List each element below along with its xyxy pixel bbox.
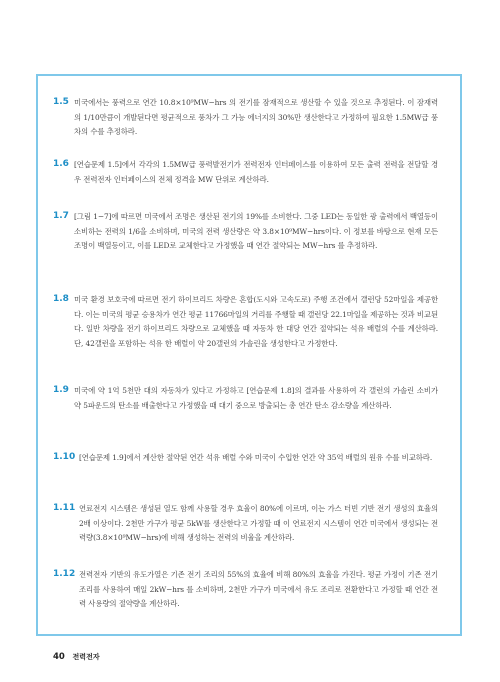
problem-text: 미국에 약 1억 5천만 대의 자동차가 있다고 가정하고 [연습문제 1.8]의 결과를 사용하여 각 갤런의 가솔린 소비가 약 5파운드의 탄소를 배출한다고 가정했을 때 대기 중으로 방출되는 총 연간 탄소 감소량을 계산하라. [74, 386, 438, 410]
problem-text: 미국에서는 풍력으로 연간 10.8×10⁹MW−hrs 의 전기를 잠재적으로 생산할 수 있을 것으로 추정된다. 이 잠재력의 1/10만큼이 개발된다면 평균적으로 풍차가 그 가능 에너지의 30%만 생산한다고 가정하여 필요한 1.5MW급 풍차의 수를 추정하라. [74, 98, 438, 137]
page-footer [53, 652, 100, 662]
problem-number: 1.8 [53, 294, 69, 304]
problem-text: 미국 환경 보호국에 따르면 전기 하이브리드 차량은 혼합(도시와 고속도로) 주행 조건에서 갤런당 52마일을 제공한다. 이는 미국의 평균 승용차가 연간 평균 11766마일의 거리를 주행할 때 갤런당 22.1마일을 제공하는 것과 비교된다. 일반 차량을 전기 하이브리드 차량으로 교체했을 때 자동차 한 대당 연간 절약되는 석유 배럴의 수를 계산하라. 단, 42갤런을 포함하는 석유 한 배럴이 약 20갤런의 가솔린을 생성한다고 가정한다. [74, 295, 438, 348]
problem-number: 1.5 [53, 97, 69, 107]
problem-number: 1.7 [53, 211, 69, 221]
problem-text: [연습문제 1.9]에서 계산한 절약된 연간 석유 배럴 수와 미국이 수입한 연간 약 35억 배럴의 원유 수를 비교하라. [79, 453, 433, 462]
problem-text: 연료전지 시스템은 생성된 열도 함께 사용할 경우 효율이 80%에 이르며, 이는 가스 터빈 기반 전기 생성의 효율의 2배 이상이다. 2천만 가구가 평균 5kW를 생산한다고 가정할 때 이 연료전지 시스템이 연간 미국에서 생성되는 전력량(3.8×10⁹MW−hrs)에 비해 생성하는 전력의 비율을 계산하라. [79, 504, 438, 543]
book-title: 전력전자 [72, 653, 100, 661]
problem-number: 1.10 [53, 452, 76, 462]
problem-number: 1.9 [53, 385, 69, 395]
problem-text: [그림 1−7]에 따르면 미국에서 조명은 생산된 전기의 19%를 소비한다. 그중 LED는 동일한 광 출력에서 백열등이 소비하는 전력의 1/6을 소비하며, 미국의 전력 생산량은 약 3.8×10⁹MW−hrs이다. 이 정보를 바탕으로 현재 모든 조명이 백열등이고, 이를 LED로 교체한다고 가정했을 때 연간 절약되는 MW−hrs 를 추정하라. [74, 212, 438, 251]
problem-text: [연습문제 1.5]에서 각각의 1.5MW급 풍력발전기가 전력전자 인터페이스를 이용하여 모든 출력 전력을 전달할 경우 전력전자 인터페이스의 전체 정격을 MW 단위로 계산하라. [74, 160, 438, 184]
problem-number: 1.12 [53, 569, 76, 579]
problem-number: 1.6 [53, 159, 69, 169]
problem-number: 1.11 [53, 503, 76, 513]
problem-text: 전력전자 기반의 유도가열은 기존 전기 조리의 55%의 효율에 비해 80%의 효율을 가진다. 평균 가정이 기존 전기 조리를 사용하여 매일 2kW−hrs 를 소비하며, 2천만 가구가 미국에서 유도 조리로 전환한다고 가정할 때 연간 전력 사용량의 절약량을 계산하라. [79, 570, 438, 609]
page-number: 40 [53, 652, 65, 662]
